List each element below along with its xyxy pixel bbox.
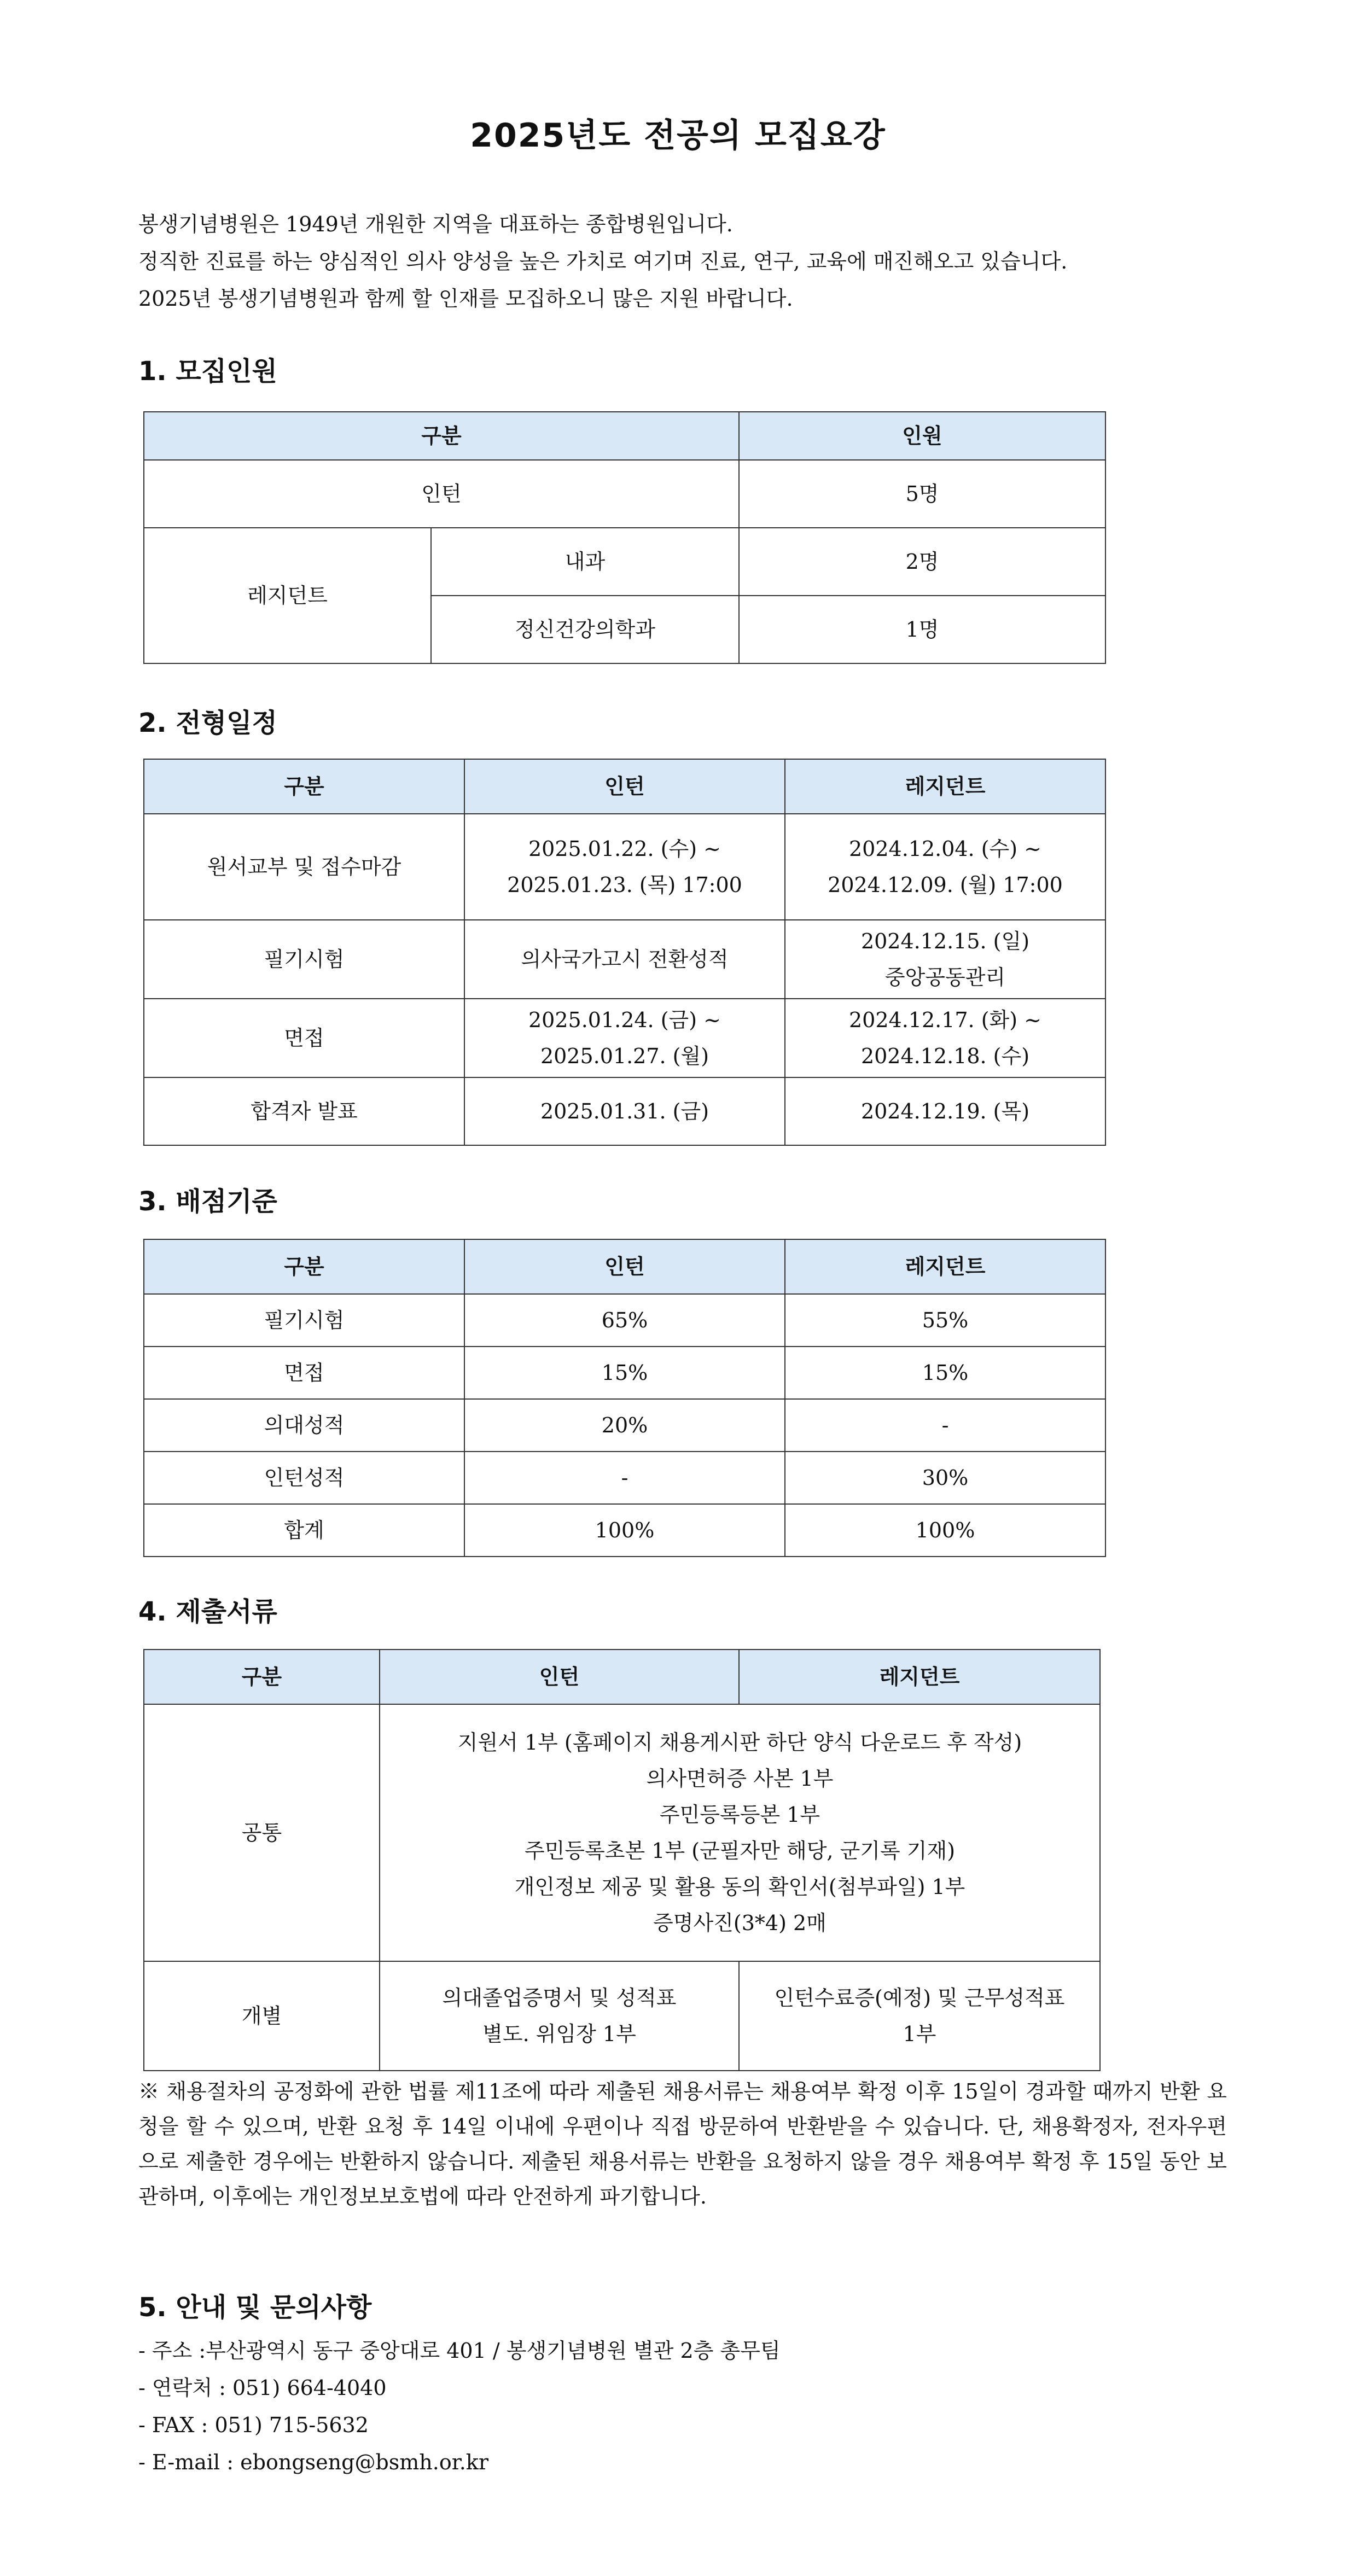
cell-line: 2024.12.04. (수) ~	[848, 837, 1041, 861]
intro-line: 봉생기념병원은 1949년 개원한 지역을 대표하는 종합병원입니다.	[138, 212, 733, 236]
table-cell	[380, 1704, 1100, 1961]
table-header: 레지던트	[785, 1239, 1105, 1294]
table-cell: 2025.01.31. (금)	[464, 1077, 785, 1145]
table-cell: 합격자 발표	[144, 1077, 464, 1145]
table-header: 구분	[144, 1650, 380, 1704]
cell-line: 인턴수료증(예정) 및 근무성적표	[774, 1986, 1065, 2010]
section-heading-schedule: 2. 전형일정	[138, 708, 277, 738]
document-return-note: ※ 채용절차의 공정화에 관한 법률 제11조에 따라 제출된 채용서류는 채용여부 확정 이후 15일이 경과할 때까지 반환 요청을 할 수 있으며, 반환 요청 후 14일 이내에 우편이나 직접 방문하여 반환받을 수 있습니다. 단, 채용확정자, 전자우편으로 제출한 경우에는 반환하지 않습니다. 제출된 채용서류는 반환을 요청하지 않을 경우 채용여부 확정 후 15일 동안 보관하며, 이후에는 개인정보보호법에 따라 안전하게 파기합니다.	[138, 2079, 1227, 2208]
cell-line: 중앙공동관리	[884, 965, 1006, 989]
table-cell: 면접	[144, 999, 464, 1077]
table-cell	[464, 999, 785, 1077]
table-cell	[739, 1961, 1100, 2071]
intro-paragraph	[138, 206, 1227, 317]
common-document-item: 지원서 1부 (홈페이지 채용게시판 하단 양식 다운로드 후 작성)	[457, 1730, 1022, 1755]
table-cell: 2명	[739, 528, 1105, 596]
scoring-table	[143, 1239, 1106, 1557]
table-cell	[785, 814, 1105, 920]
contact-address: - 주소 :부산광역시 동구 중앙대로 401 / 봉생기념병원 별관 2층 총무팀	[138, 2339, 781, 2363]
table-cell: 30%	[785, 1452, 1105, 1504]
section-heading-recruitment: 1. 모집인원	[138, 356, 277, 387]
table-cell: 1명	[739, 596, 1105, 663]
table-cell: 65%	[464, 1294, 785, 1347]
table-header: 구분	[144, 759, 464, 814]
cell-line: 2025.01.22. (수) ~	[528, 837, 721, 861]
schedule-table	[143, 759, 1106, 1146]
cell-line: 2024.12.17. (화) ~	[848, 1008, 1041, 1032]
table-cell: 15%	[785, 1347, 1105, 1399]
table-cell: -	[785, 1399, 1105, 1452]
table-cell: 15%	[464, 1347, 785, 1399]
cell-line: 의대졸업증명서 및 성적표	[442, 1986, 677, 2010]
table-header: 인턴	[464, 1239, 785, 1294]
table-cell: 인턴성적	[144, 1452, 464, 1504]
table-header: 레지던트	[739, 1650, 1100, 1704]
table-cell: 정신건강의학과	[431, 596, 739, 663]
common-document-item: 주민등록초본 1부 (군필자만 해당, 군기록 기재)	[524, 1839, 956, 1863]
table-header: 레지던트	[785, 759, 1105, 814]
page-title: 2025년도 전공의 모집요강	[470, 116, 886, 155]
table-header: 인턴	[464, 759, 785, 814]
table-cell	[464, 814, 785, 920]
table-cell: 공통	[144, 1704, 380, 1961]
common-document-item: 개인정보 제공 및 활용 동의 확인서(첨부파일) 1부	[514, 1875, 965, 1899]
table-cell: 내과	[431, 528, 739, 596]
contact-fax: - FAX : 051) 715-5632	[138, 2413, 369, 2437]
cell-line: 2024.12.15. (일)	[860, 929, 1030, 953]
table-cell: 인턴	[144, 460, 739, 528]
cell-line: 2024.12.18. (수)	[860, 1044, 1030, 1068]
table-cell: 합계	[144, 1504, 464, 1557]
contact-list	[138, 2332, 781, 2481]
table-cell: 원서교부 및 접수마감	[144, 814, 464, 920]
table-cell: 5명	[739, 460, 1105, 528]
table-cell: -	[464, 1452, 785, 1504]
common-document-item: 의사면허증 사본 1부	[646, 1767, 834, 1791]
table-header: 인턴	[380, 1650, 739, 1704]
section-heading-scoring: 3. 배점기준	[138, 1186, 277, 1217]
intro-line: 정직한 진료를 하는 양심적인 의사 양성을 높은 가치로 여기며 진료, 연구, 교육에 매진해오고 있습니다.	[138, 249, 1068, 273]
cell-line: 1부	[903, 2022, 936, 2046]
table-cell: 면접	[144, 1347, 464, 1399]
table-cell: 2024.12.19. (목)	[785, 1077, 1105, 1145]
table-cell: 개별	[144, 1961, 380, 2071]
table-cell	[380, 1961, 739, 2071]
table-header: 구분	[144, 1239, 464, 1294]
cell-line: 2025.01.23. (목) 17:00	[507, 873, 742, 897]
table-cell: 100%	[464, 1504, 785, 1557]
table-cell: 의대성적	[144, 1399, 464, 1452]
table-cell	[785, 999, 1105, 1077]
section-heading-contact: 5. 안내 및 문의사항	[138, 2292, 372, 2323]
contact-phone: - 연락처 : 051) 664-4040	[138, 2376, 387, 2400]
documents-table	[143, 1649, 1101, 2071]
table-cell: 필기시험	[144, 1294, 464, 1347]
table-header: 인원	[739, 412, 1105, 460]
table-cell: 55%	[785, 1294, 1105, 1347]
cell-line: 2025.01.24. (금) ~	[528, 1008, 721, 1032]
cell-line: 별도. 위임장 1부	[482, 2022, 636, 2046]
recruitment-table	[143, 411, 1106, 664]
contact-email[interactable]: - E-mail : ebongseng@bsmh.or.kr	[138, 2450, 488, 2474]
cell-line: 2025.01.27. (월)	[540, 1044, 709, 1068]
cell-line: 2024.12.09. (월) 17:00	[828, 873, 1063, 897]
intro-line: 2025년 봉생기념병원과 함께 할 인재를 모집하오니 많은 지원 바랍니다.	[138, 287, 793, 311]
table-cell: 필기시험	[144, 920, 464, 999]
section-heading-documents: 4. 제출서류	[138, 1596, 277, 1627]
table-cell: 의사국가고시 전환성적	[464, 920, 785, 999]
common-document-item: 증명사진(3*4) 2매	[653, 1911, 827, 1935]
table-cell: 100%	[785, 1504, 1105, 1557]
table-cell: 20%	[464, 1399, 785, 1452]
table-cell	[785, 920, 1105, 999]
table-cell: 레지던트	[144, 528, 431, 663]
table-header: 구분	[144, 412, 739, 460]
common-document-item: 주민등록등본 1부	[659, 1803, 820, 1827]
